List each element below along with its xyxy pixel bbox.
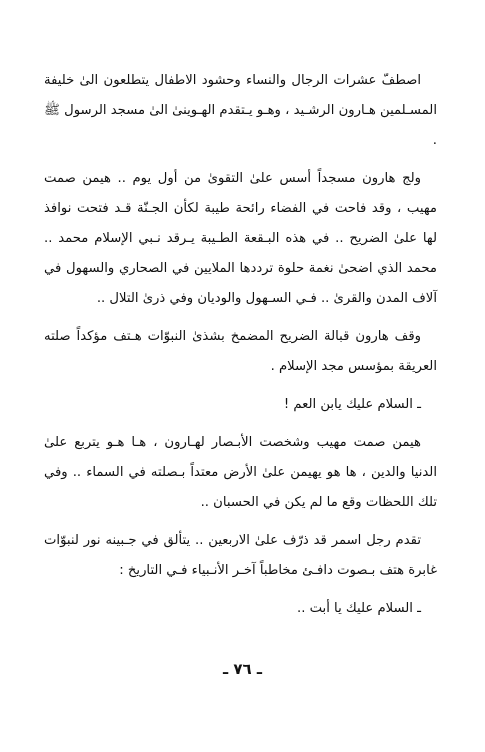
page-number: ـ ٧٦ ـ — [222, 660, 263, 678]
paragraph-dark-man: تقدم رجل اسمر قد ذرّف علىٰ الاربعين .. يتألق في جـبينه نور لنبوّات غابرة هتف بـصوت دافـئ مخاطباً آخـر الأنـبياء فـي التاريخ : — [44, 533, 437, 578]
paragraph-crowd: اصطفّ عشرات الرجال والنساء وحشود الاطفال يتطلعون الىٰ خليفة المسـلمين هـارون الرشـيد ، وهـو يـتقدم الهـوينىٰ الىٰ مسجد الرسول ﷺ . — [44, 73, 437, 148]
body-text — [44, 66, 437, 624]
dialogue-dark-man: ـ السلام عليك يا أبت .. — [297, 601, 421, 616]
paragraph-mosque: ولج هارون مسجداً أسس علىٰ التقوىٰ من أول يوم .. هيمن صمت مهيب ، وقد فاحت في الفضاء رائحة طيبة لكأن الجـنّة قـد فتحت نوافذ لها علىٰ الضريح .. في هذه البـقعة الطـيبة يـرقد نـبي الإسلام محمد .. محمد الذي اضحىٰ نغمة حلوة ترددها الملايين في الصحاري والسهول في آلاف المدن والقرىٰ .. فـي السـهول والوديان وفي ذرىٰ التلال .. — [44, 171, 437, 306]
paragraph-harun-stands: وقف هارون قبالة الضريح المضمخ بشذىٰ النبوّات هـتف مؤكداً صلته العريقة بمؤسس مجد الإسلام . — [44, 329, 437, 374]
dialogue-harun: ـ السلام عليك يابن العم ! — [283, 397, 421, 412]
paragraph-silence: هيمن صمت مهيب وشخصت الأبـصار لهـارون ، هـا هـو يتربع علىٰ الدنيا والدين ، ها هو يهيمن علىٰ الأرض معتداً بـصلته في السماء .. وفي تلك اللحظات وقع ما لم يكن في الحسبان .. — [44, 435, 437, 510]
